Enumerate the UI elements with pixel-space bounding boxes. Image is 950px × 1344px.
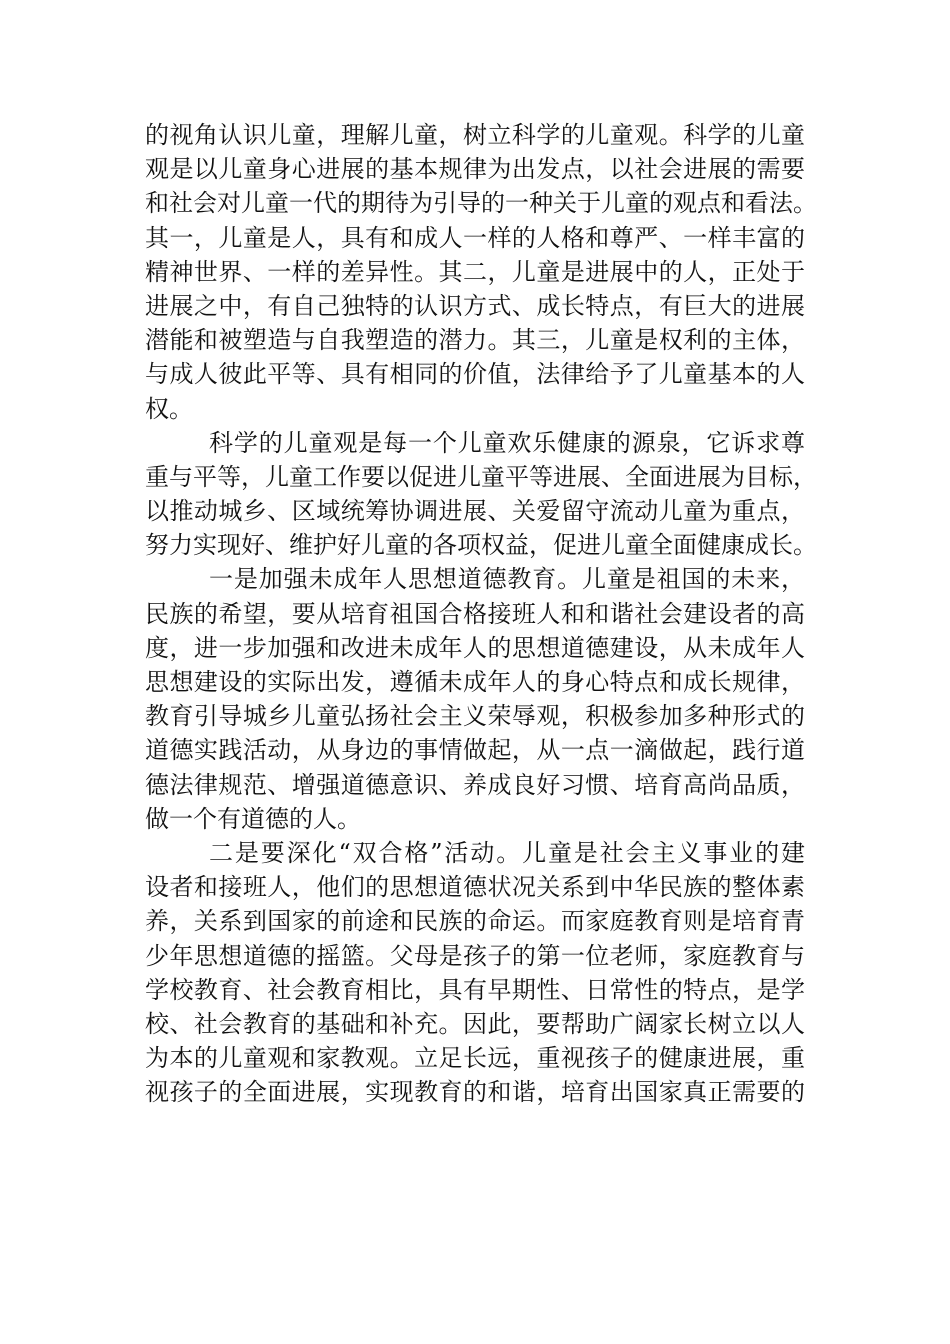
text-line: 养，关系到国家的前途和民族的命运。而家庭教育则是培育青 — [145, 907, 805, 936]
text-line: 以推动城乡、区域统筹协调进展、关爱留守流动儿童为重点， — [145, 497, 805, 526]
text-line: 思想建设的实际出发，遵循未成年人的身心特点和成长规律， — [145, 668, 805, 696]
text-line: 民族的希望，要从培育祖国合格接班人和和谐社会建设者的高 — [145, 599, 805, 628]
text-line: 的视角认识儿童，理解儿童，树立科学的儿童观。科学的儿童 — [145, 121, 805, 149]
text-line: 德法律规范、增强道德意识、养成良好习惯、培育高尚品质， — [145, 770, 805, 799]
text-line: 重与平等，儿童工作要以促进儿童平等进展、全面进展为目标， — [145, 462, 817, 491]
text-line: 和社会对儿童一代的期待为引导的一种关于儿童的观点和看法。 — [145, 189, 817, 218]
text-line: 潜能和被塑造与自我塑造的潜力。其三，儿童是权利的主体， — [145, 326, 805, 355]
body-text — [145, 118, 817, 1109]
text-line: 观是以儿童身心进展的基本规律为出发点，以社会进展的需要 — [145, 155, 805, 184]
text-line: 进展之中，有自己独特的认识方式、成长特点，有巨大的进展 — [145, 291, 805, 320]
text-line: 道德实践活动，从身边的事情做起，从一点一滴做起，践行道 — [145, 736, 805, 765]
text-line: 精神世界、一样的差异性。其二，儿童是进展中的人，正处于 — [145, 257, 805, 286]
text-line: 度，进一步加强和改进未成年人的思想道德建设，从未成年人 — [145, 633, 805, 662]
text-line: 为本的儿童观和家教观。立足长远，重视孩子的健康进展，重 — [145, 1044, 805, 1073]
text-line: 与成人彼此平等、具有相同的价值，法律给予了儿童基本的人 — [145, 360, 805, 389]
paragraph-first-line: 二是要深化“双合格”活动。儿童是社会主义事业的建 — [209, 838, 805, 867]
text-line: 努力实现好、维护好儿童的各项权益，促进儿童全面健康成长。 — [145, 531, 817, 560]
paragraph-first-line: 科学的儿童观是每一个儿童欢乐健康的源泉，它诉求尊 — [209, 428, 805, 457]
text-line: 其一，儿童是人，具有和成人一样的人格和尊严、一样丰富的 — [145, 223, 805, 252]
paragraph-first-line: 一是加强未成年人思想道德教育。儿童是祖国的未来， — [209, 565, 805, 594]
text-line: 少年思想道德的摇篮。父母是孩子的第一位老师，家庭教育与 — [145, 941, 805, 970]
text-line: 权。 — [145, 394, 193, 423]
text-line: 视孩子的全面进展，实现教育的和谐，培育出国家真正需要的 — [145, 1078, 805, 1107]
text-line: 做一个有道德的人。 — [145, 804, 361, 833]
text-line: 设者和接班人，他们的思想道德状况关系到中华民族的整体素 — [145, 873, 805, 902]
text-line: 教育引导城乡儿童弘扬社会主义荣辱观，积极参加多种形式的 — [145, 702, 805, 731]
text-line: 校、社会教育的基础和补充。因此，要帮助广阔家长树立以人 — [145, 1009, 805, 1038]
text-line: 学校教育、社会教育相比，具有早期性、日常性的特点，是学 — [145, 975, 805, 1004]
